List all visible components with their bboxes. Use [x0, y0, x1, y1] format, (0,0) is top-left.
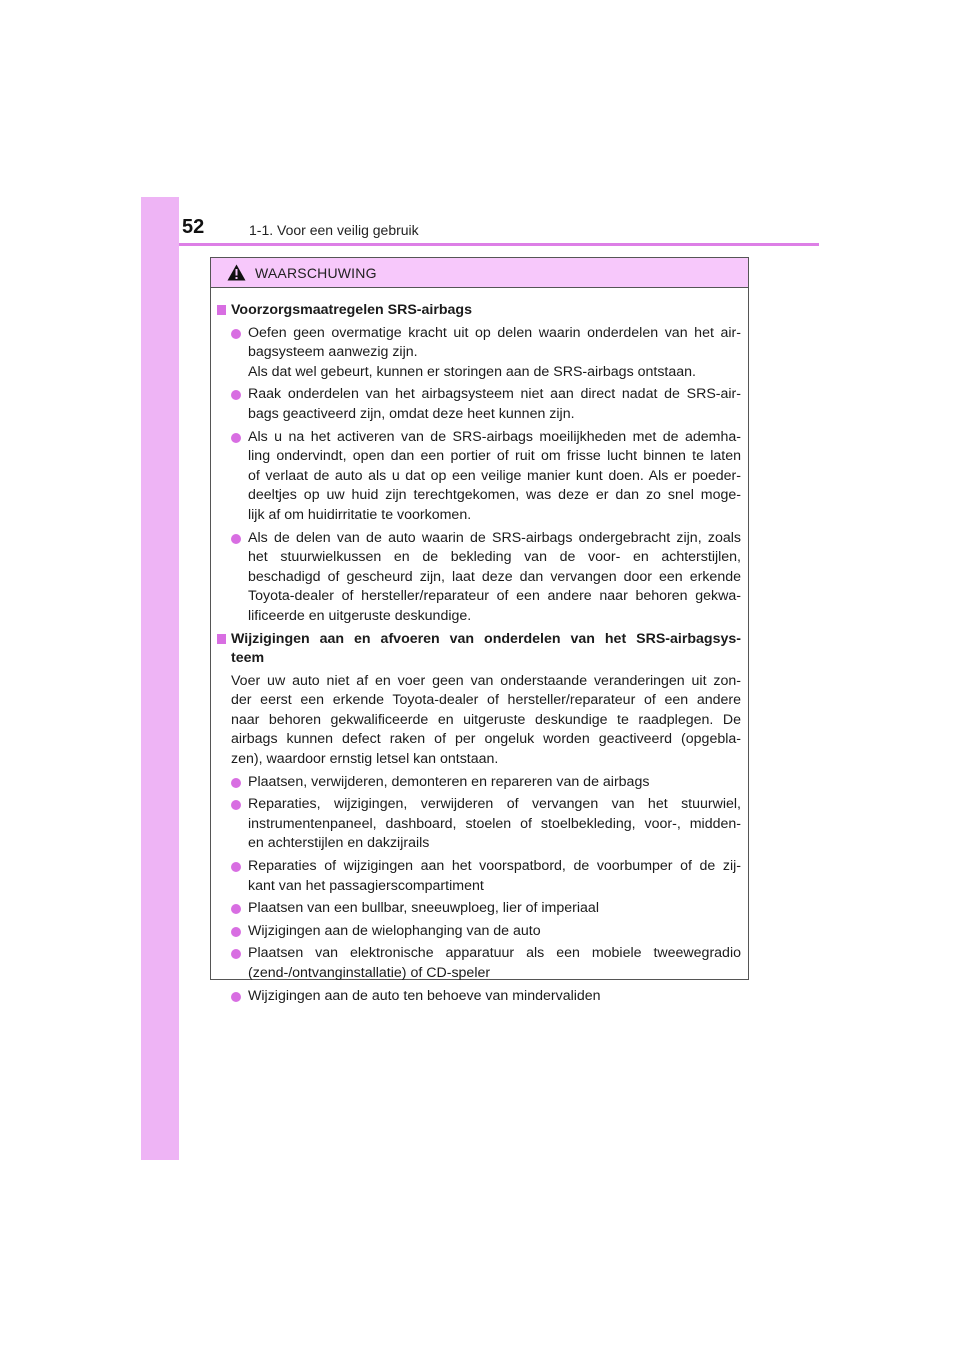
para-line: naar behoren gekwalificeerde en uitgeruste deskundige te raadplegen. De [231, 711, 741, 728]
list-item [217, 428, 741, 526]
item-line: beschadigd of gescheurd zijn, laat deze dan vervangen door een erkende [248, 568, 741, 585]
square-bullet-icon [217, 634, 226, 644]
para-line: airbags kunnen defect raken of per ongeluk worden geactiveerd (opgebla- [231, 731, 741, 748]
section-title: 1-1. Voor een veilig gebruik [249, 222, 419, 238]
round-bullet-icon [231, 534, 241, 544]
item-line: Als u na het activeren van de SRS-airbags moeilijkheden met de ademha- [248, 428, 741, 445]
warning-body [211, 288, 748, 1006]
round-bullet-icon [231, 949, 241, 959]
item-line: bagsysteem aanwezig zijn. [248, 344, 418, 361]
item-line: en achterstijlen en dakzijrails [248, 835, 430, 852]
item-line: Reparaties of wijzigingen aan het voorspatbord, de voorbumper of de zij- [248, 858, 741, 875]
round-bullet-icon [231, 800, 241, 810]
warning-box [210, 257, 749, 1004]
item-line: of verlaat de auto als u dat op een veilige manier kunt doen. Als er poeder- [248, 467, 741, 484]
list-item [217, 385, 741, 424]
item-line: Wijzigingen aan de wielophanging van de auto [248, 922, 541, 939]
list-item [217, 922, 741, 942]
heading-text: Wijzigingen aan en afvoeren van onderdelen van het SRS-airbagsys- [231, 630, 741, 647]
list-item [217, 795, 741, 854]
item-line: ling ondervindt, open dan een portier of ruit om frisse lucht binnen te laten [248, 448, 741, 465]
round-bullet-icon [231, 329, 241, 339]
warning-header [211, 258, 748, 288]
round-bullet-icon [231, 390, 241, 400]
square-bullet-icon [217, 305, 226, 315]
round-bullet-icon [231, 433, 241, 443]
list-item [217, 899, 741, 919]
para-line: zen), waardoor ernstig letsel kan ontstaan. [231, 751, 499, 768]
chapter-tab-strip [141, 197, 179, 1160]
section-heading [217, 630, 741, 669]
warning-title: WAARSCHUWING [255, 265, 377, 281]
item-line: Raak onderdelen van het airbagsysteem niet aan direct nadat de SRS-air- [248, 386, 741, 403]
item-line: bags geactiveerd zijn, omdat deze heet kunnen zijn. [248, 405, 575, 422]
para-line: der eerst een erkende Toyota-dealer of hersteller/reparateur of een andere [231, 692, 741, 709]
round-bullet-icon [231, 862, 241, 872]
item-line: instrumentenpaneel, dashboard, stoelen of stoelbekleding, voor-, midden- [248, 815, 741, 832]
para-line: Voer uw auto niet af en voer geen van onderstaande veranderingen uit zon- [231, 672, 741, 689]
item-line: Reparaties, wijzigingen, verwijderen of vervangen van het stuurwiel, [248, 796, 741, 813]
round-bullet-icon [231, 904, 241, 914]
item-line: het stuurwielkussen en de bekleding van de voor- en achterstijlen, [248, 549, 741, 566]
item-line: lificeerde en uitgeruste deskundige. [248, 607, 472, 624]
list-item [217, 857, 741, 896]
item-line: Plaatsen van elektronische apparatuur als een mobiele tweewegradio [248, 945, 741, 962]
item-line: (zend-/ontvanginstallatie) of CD-speler [248, 965, 491, 981]
list-item [217, 987, 741, 1007]
item-line: Plaatsen, verwijderen, demonteren en repareren van de airbags [248, 773, 650, 790]
item-line: Toyota-dealer of hersteller/reparateur of een andere naar behoren gekwa- [248, 588, 741, 605]
warning-triangle-icon [227, 264, 246, 281]
list-item [217, 944, 741, 983]
item-line: kant van het passagierscompartiment [248, 877, 484, 894]
item-line: Als dat wel gebeurt, kunnen er storingen aan de SRS-airbags ontstaan. [248, 363, 696, 380]
intro-paragraph [217, 672, 741, 770]
item-line: Plaatsen van een bullbar, sneeuwploeg, lier of imperiaal [248, 900, 599, 917]
header-rule [179, 243, 819, 246]
item-line: Als de delen van de auto waarin de SRS-airbags ondergebracht zijn, zoals [248, 529, 741, 546]
section-heading [217, 301, 741, 321]
item-line: Wijzigingen aan de auto ten behoeve van mindervaliden [248, 987, 601, 1004]
item-line: Oefen geen overmatige kracht uit op delen waarin onderdelen van het air- [248, 324, 741, 341]
item-line: lijk af om huidirritatie te voorkomen. [248, 506, 472, 523]
heading-text: teem [231, 650, 265, 667]
list-item [217, 529, 741, 627]
round-bullet-icon [231, 992, 241, 1002]
page-number: 52 [182, 216, 205, 238]
item-line: deeltjes op uw huid zijn terechtgekomen, was deze er dan zo snel moge- [248, 487, 741, 504]
round-bullet-icon [231, 927, 241, 937]
round-bullet-icon [231, 778, 241, 788]
heading-text: Voorzorgsmaatregelen SRS-airbags [231, 302, 472, 318]
list-item [217, 324, 741, 383]
list-item [217, 773, 741, 793]
